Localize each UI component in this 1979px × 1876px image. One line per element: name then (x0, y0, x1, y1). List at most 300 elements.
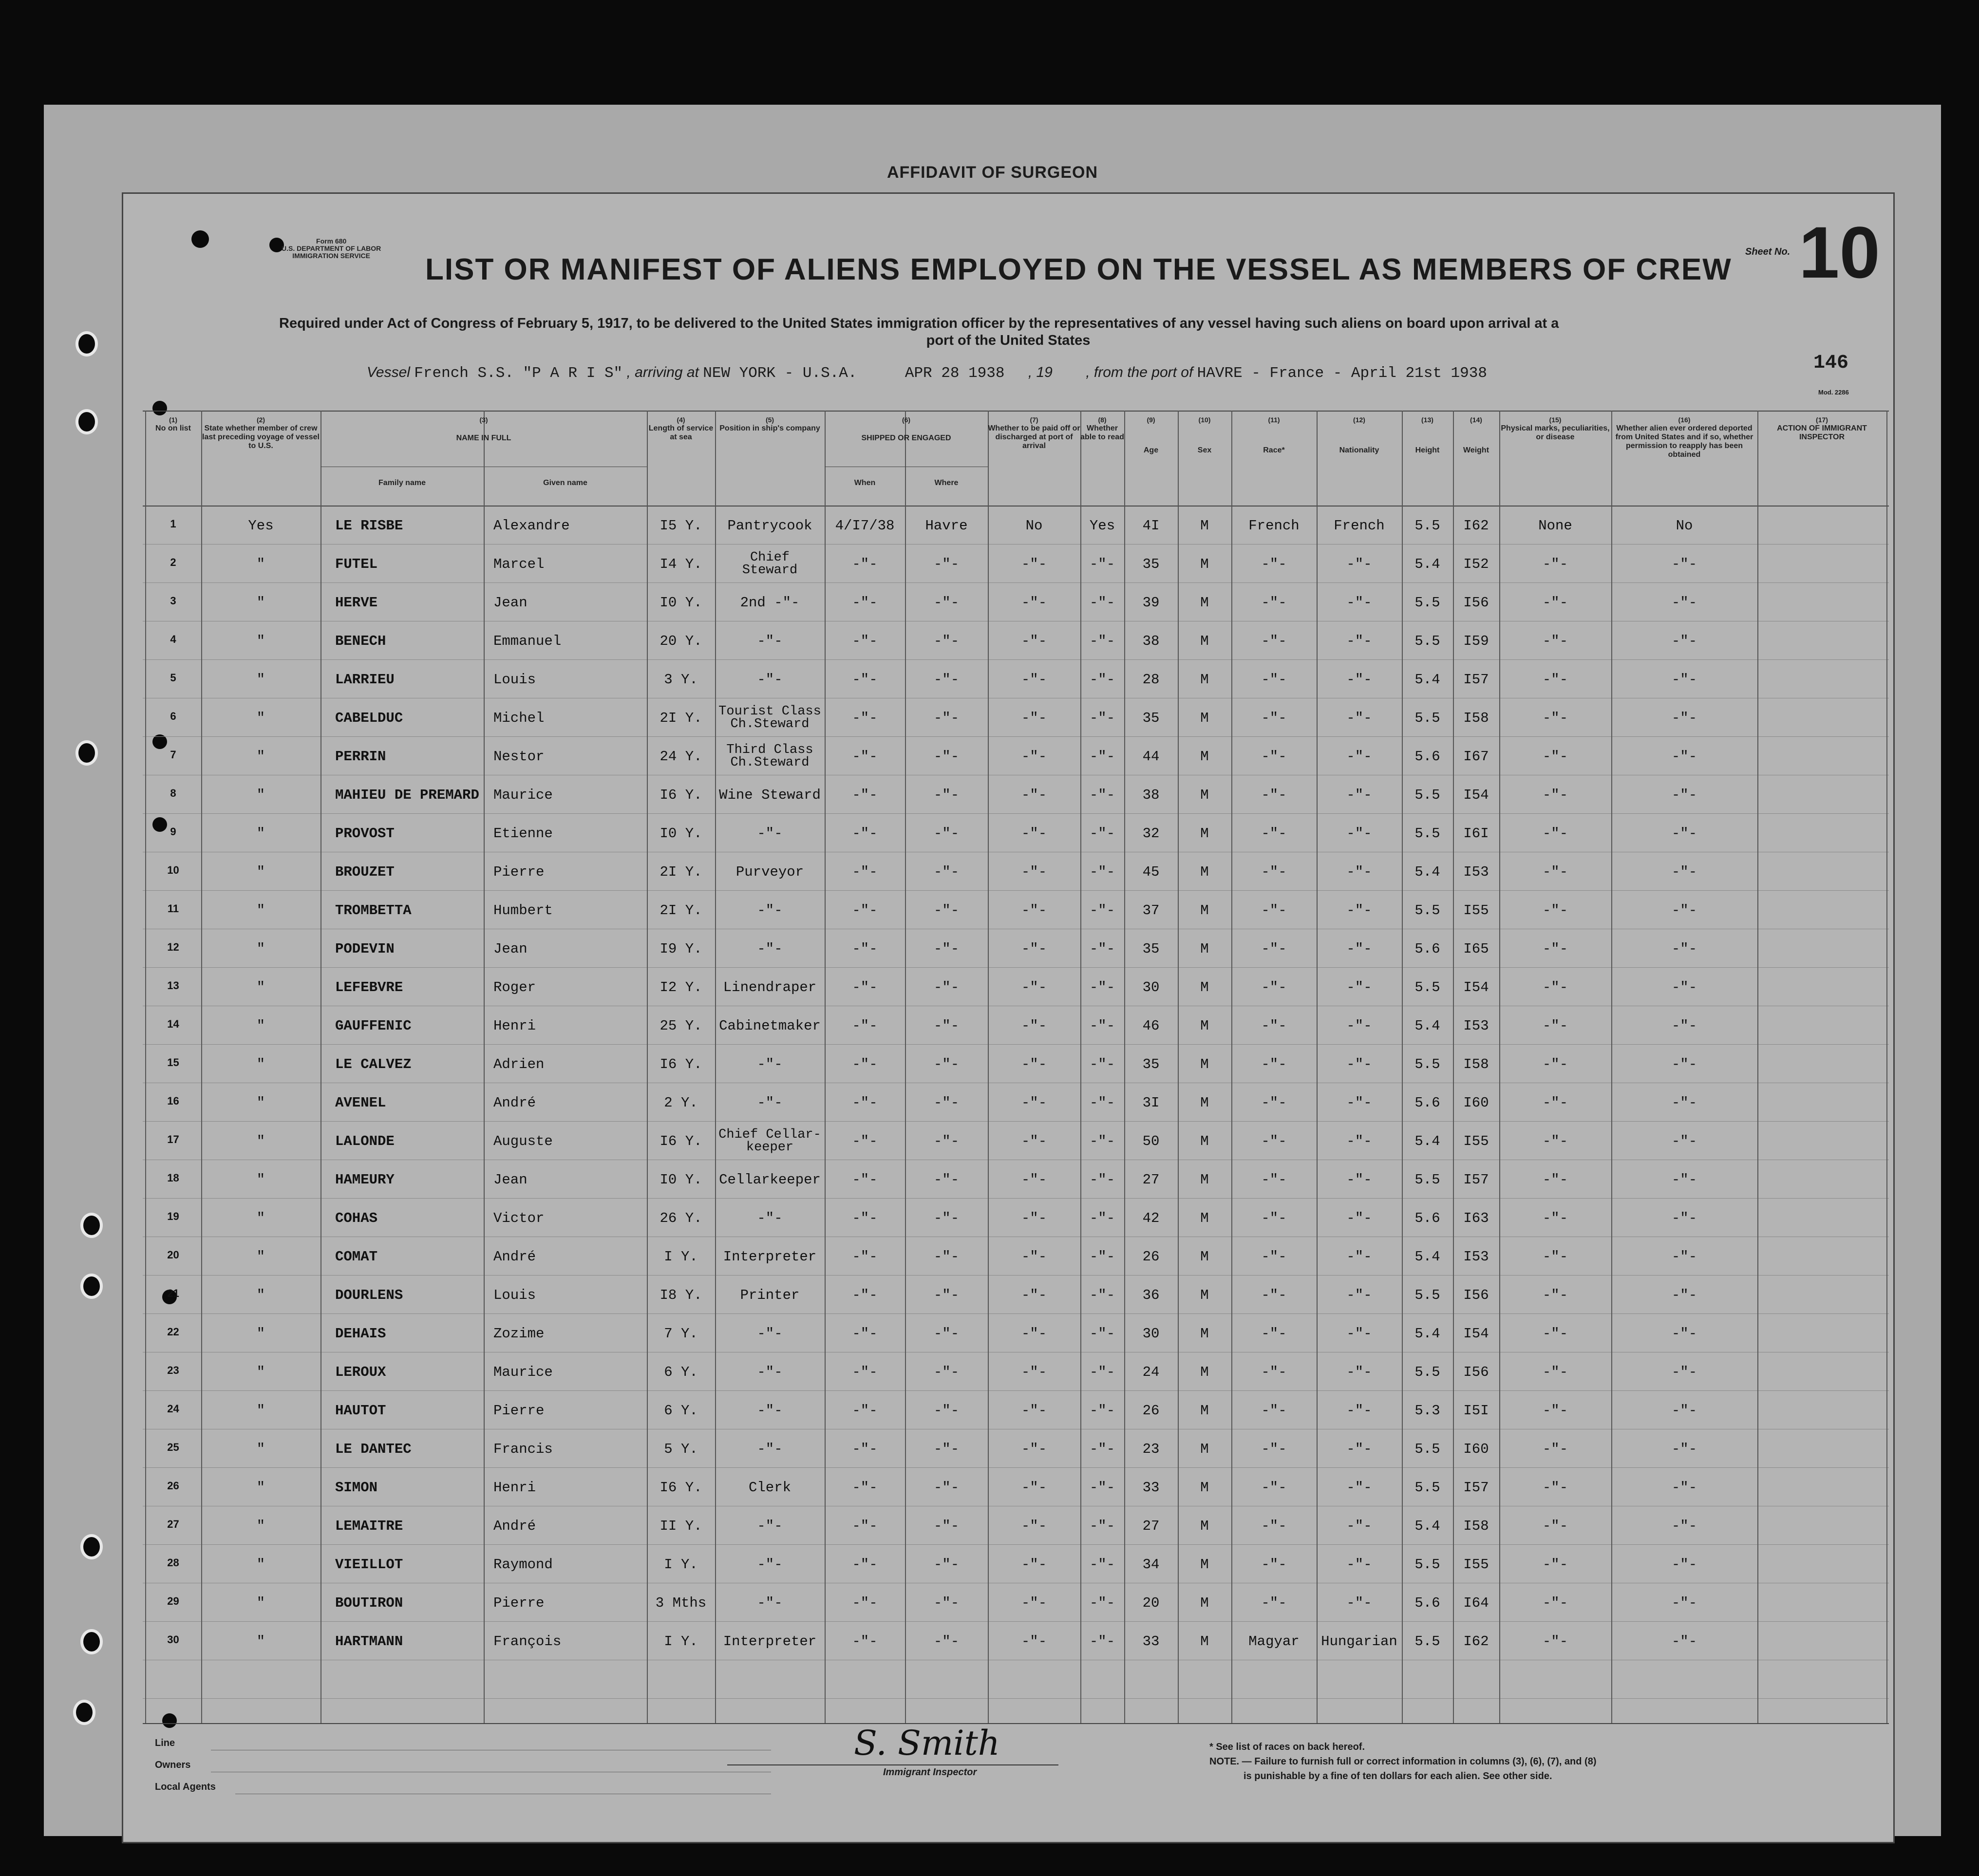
cell-height: 5.4 (1414, 1249, 1440, 1265)
cell-age: 37 (1142, 902, 1160, 919)
cell-prev: " (256, 1210, 265, 1226)
cell-deported: -"- (1671, 825, 1697, 842)
cell-given: André (493, 1095, 536, 1111)
row-rule (143, 1313, 1889, 1314)
cell-age: 28 (1142, 672, 1160, 688)
from-port-value: HAVRE - France - April 21st 1938 (1197, 365, 1487, 382)
header-c10 (1178, 415, 1231, 455)
cell-race: -"- (1261, 864, 1287, 880)
cell-nationality: -"- (1346, 633, 1372, 649)
cell-read: -"- (1089, 633, 1115, 649)
cell-family: AVENEL (335, 1095, 386, 1111)
cell-no: 26 (167, 1480, 179, 1492)
cell-when: -"- (852, 1095, 878, 1111)
row-rule (143, 890, 1889, 891)
cell-service: I6 Y. (660, 787, 702, 803)
cell-marks: -"- (1542, 1249, 1568, 1265)
cell-race: -"- (1261, 556, 1287, 572)
cell-when: -"- (852, 1172, 878, 1188)
cell-read: -"- (1089, 1364, 1115, 1380)
cell-where: -"- (933, 1018, 960, 1034)
cell-read: -"- (1089, 672, 1115, 688)
cell-when: -"- (852, 825, 878, 842)
cell-deported: -"- (1671, 1133, 1697, 1149)
cell-service: I0 Y. (660, 1172, 702, 1188)
cell-when: -"- (852, 979, 878, 995)
table-bottom-rule (143, 1723, 1889, 1724)
cell-marks: -"- (1542, 1518, 1568, 1534)
cell-where: -"- (933, 556, 960, 572)
column-label: Weight (1463, 446, 1489, 454)
cell-no: 30 (167, 1633, 179, 1646)
cell-prev: " (256, 595, 265, 611)
cell-no: 6 (170, 710, 176, 722)
row-rule (143, 1544, 1889, 1545)
column-label: No on list (155, 424, 191, 432)
department: U.S. DEPARTMENT OF LABOR (282, 244, 381, 252)
cell-service: I0 Y. (660, 825, 702, 842)
column-label: Height (1415, 446, 1440, 454)
cell-height: 5.6 (1414, 1210, 1440, 1226)
cell-sex: M (1200, 1095, 1209, 1111)
cell-prev: " (256, 1095, 265, 1111)
cell-race: -"- (1261, 633, 1287, 649)
local-agents-label: Local Agents (155, 1782, 216, 1792)
cell-no: 23 (167, 1364, 179, 1376)
cell-age: 36 (1142, 1287, 1160, 1303)
binder-ring-hole (75, 409, 98, 434)
cell-race: -"- (1261, 1518, 1287, 1534)
cell-family: LE CALVEZ (335, 1056, 412, 1072)
cell-race: -"- (1261, 1441, 1287, 1457)
cell-given: Maurice (493, 787, 553, 803)
cell-nationality: -"- (1346, 1518, 1372, 1534)
cell-deported: -"- (1671, 1364, 1697, 1380)
cell-paid: -"- (1021, 672, 1047, 688)
cell-race: -"- (1261, 1249, 1287, 1265)
table-top-rule (143, 411, 1889, 412)
cell-deported: -"- (1671, 1018, 1697, 1034)
cell-paid: -"- (1021, 1557, 1047, 1573)
cell-paid: -"- (1021, 1172, 1047, 1188)
cell-position: Cabinetmaker (719, 1018, 821, 1034)
cell-weight: I5I (1463, 1403, 1489, 1419)
cell-prev: " (256, 1518, 265, 1534)
cell-weight: I64 (1463, 1595, 1489, 1611)
cell-age: 34 (1142, 1557, 1160, 1573)
cell-when: -"- (852, 633, 878, 649)
cell-position: -"- (757, 941, 783, 957)
cell-sex: M (1200, 864, 1209, 880)
cell-where: -"- (933, 1633, 960, 1650)
cell-sex: M (1200, 1210, 1209, 1226)
cell-weight: I63 (1463, 1210, 1489, 1226)
cell-read: -"- (1089, 1249, 1115, 1265)
cell-family: GAUFFENIC (335, 1018, 412, 1034)
cell-marks: -"- (1542, 1056, 1568, 1072)
header-c9 (1124, 415, 1178, 455)
cell-read: Yes (1089, 518, 1115, 534)
cell-no: 4 (170, 633, 176, 645)
cell-prev: " (256, 941, 265, 957)
cell-marks: -"- (1542, 1441, 1568, 1457)
cell-service: I5 Y. (660, 518, 702, 534)
cell-deported: -"- (1671, 1480, 1697, 1496)
cell-where: -"- (933, 1095, 960, 1111)
cell-race: -"- (1261, 672, 1287, 688)
binder-ring-hole (80, 1213, 103, 1238)
cell-paid: -"- (1021, 1595, 1047, 1611)
header-c4 (647, 415, 715, 442)
cell-read: -"- (1089, 864, 1115, 880)
cell-deported: -"- (1671, 902, 1697, 919)
cell-where: -"- (933, 1326, 960, 1342)
cell-paid: -"- (1021, 1326, 1047, 1342)
cell-where: -"- (933, 1518, 960, 1534)
cell-position: -"- (757, 633, 783, 649)
cell-service: I Y. (664, 1633, 698, 1650)
cell-position: Cellarkeeper (719, 1172, 821, 1188)
cell-marks: -"- (1542, 1633, 1568, 1650)
cell-height: 5.5 (1414, 710, 1440, 726)
cell-prev: " (256, 1287, 265, 1303)
cell-service: 2I Y. (660, 710, 702, 726)
cell-age: 44 (1142, 749, 1160, 765)
cell-age: 33 (1142, 1633, 1160, 1650)
cell-age: 35 (1142, 1056, 1160, 1072)
cell-age: 42 (1142, 1210, 1160, 1226)
cell-marks: -"- (1542, 979, 1568, 995)
cell-given: Humbert (493, 902, 553, 919)
cell-service: 25 Y. (660, 1018, 702, 1034)
cell-when: -"- (852, 1480, 878, 1496)
cell-family: MAHIEU DE PREMARD (335, 787, 479, 803)
cell-no: 12 (167, 941, 179, 953)
cell-height: 5.4 (1414, 864, 1440, 880)
cell-family: HAMEURY (335, 1172, 395, 1188)
cell-weight: I65 (1463, 941, 1489, 957)
cell-weight: I53 (1463, 1018, 1489, 1034)
cell-nationality: French (1334, 518, 1385, 534)
penalty-note-end: is punishable by a fine of ten dollars for each alien. See other side. (1244, 1771, 1552, 1782)
cell-height: 5.5 (1414, 979, 1440, 995)
subheader-given: Given name (543, 479, 587, 487)
cell-marks: -"- (1542, 1480, 1568, 1496)
signature-rule (727, 1764, 1058, 1765)
cell-race: -"- (1261, 749, 1287, 765)
cell-paid: -"- (1021, 1210, 1047, 1226)
cell-paid: -"- (1021, 1018, 1047, 1034)
cell-prev: " (256, 1480, 265, 1496)
cell-prev: " (256, 979, 265, 995)
column-rule (320, 411, 321, 1723)
column-number: (1) (169, 416, 178, 424)
subheader-when: When (854, 479, 876, 487)
cell-given: André (493, 1249, 536, 1265)
cell-deported: -"- (1671, 1056, 1697, 1072)
cell-family: PERRIN (335, 749, 386, 765)
form-number: Form 680 (316, 237, 347, 245)
cell-no: 29 (167, 1595, 179, 1607)
affidavit-heading: AFFIDAVIT OF SURGEON (886, 163, 1098, 182)
cell-service: 6 Y. (664, 1364, 698, 1380)
cell-nationality: -"- (1346, 941, 1372, 957)
cell-nationality: -"- (1346, 1056, 1372, 1072)
column-number: (17) (1816, 416, 1828, 424)
column-label: SHIPPED OR ENGAGED (861, 434, 951, 442)
cell-age: 26 (1142, 1403, 1160, 1419)
cell-read: -"- (1089, 1403, 1115, 1419)
column-rule (1757, 411, 1758, 1723)
cell-race: French (1248, 518, 1300, 534)
cell-sex: M (1200, 1172, 1209, 1188)
cell-marks: -"- (1542, 595, 1568, 611)
cell-nationality: -"- (1346, 1364, 1372, 1380)
cell-service: 3 Y. (664, 672, 698, 688)
cell-nationality: -"- (1346, 787, 1372, 803)
cell-family: HARTMANN (335, 1633, 403, 1650)
cell-marks: -"- (1542, 556, 1568, 572)
cell-when: -"- (852, 1441, 878, 1457)
cell-service: I6 Y. (660, 1133, 702, 1149)
sheet-number: 10 (1799, 211, 1880, 293)
cell-given: Jean (493, 941, 528, 957)
cell-sex: M (1200, 1018, 1209, 1034)
required-text-end: port of the United States (926, 333, 1091, 348)
cell-position: Purveyor (735, 864, 804, 880)
cell-nationality: -"- (1346, 1557, 1372, 1573)
subheader-family: Family name (378, 479, 426, 487)
column-label: Nationality (1339, 446, 1379, 454)
cell-marks: -"- (1542, 672, 1568, 688)
cell-weight: I56 (1463, 1364, 1489, 1380)
cell-when: -"- (852, 1633, 878, 1650)
cell-marks: -"- (1542, 1095, 1568, 1111)
cell-given: Victor (493, 1210, 545, 1226)
cell-race: -"- (1261, 1287, 1287, 1303)
cell-service: 24 Y. (660, 749, 702, 765)
cell-marks: -"- (1542, 1364, 1568, 1380)
cell-prev: " (256, 864, 265, 880)
binder-ring-hole (80, 1629, 103, 1654)
column-number: (7) (1030, 416, 1038, 424)
cell-marks: -"- (1542, 710, 1568, 726)
cell-paid: -"- (1021, 1364, 1047, 1380)
column-label: Whether alien ever ordered deported from United States and if so, whether permission to reapply has been obtained (1615, 424, 1753, 459)
cell-family: SIMON (335, 1480, 378, 1496)
cell-nationality: -"- (1346, 1133, 1372, 1149)
cell-when: -"- (852, 1018, 878, 1034)
cell-given: Nestor (493, 749, 545, 765)
cell-when: -"- (852, 556, 878, 572)
cell-nationality: -"- (1346, 864, 1372, 880)
cell-race: -"- (1261, 1326, 1287, 1342)
cell-marks: -"- (1542, 787, 1568, 803)
cell-nationality: -"- (1346, 710, 1372, 726)
cell-nationality: -"- (1346, 556, 1372, 572)
cell-position: -"- (757, 1518, 783, 1534)
cell-service: 5 Y. (664, 1441, 698, 1457)
cell-no: 11 (167, 902, 179, 915)
cell-prev: " (256, 1557, 265, 1573)
cell-read: -"- (1089, 825, 1115, 842)
cell-read: -"- (1089, 1326, 1115, 1342)
cell-weight: I67 (1463, 749, 1489, 765)
header-c17 (1757, 415, 1886, 442)
arriving-value: NEW YORK - U.S.A. (703, 365, 857, 382)
cell-family: LEROUX (335, 1364, 386, 1380)
cell-family: TROMBETTA (335, 902, 412, 919)
cell-no: 2 (170, 556, 176, 568)
cell-nationality: -"- (1346, 902, 1372, 919)
arriving-label: , arriving at (626, 364, 699, 380)
cell-weight: I55 (1463, 1557, 1489, 1573)
column-label: Physical marks, peculiarities, or disease (1501, 424, 1610, 441)
row-rule (143, 813, 1889, 814)
cell-read: -"- (1089, 979, 1115, 995)
cell-prev: " (256, 1441, 265, 1457)
cell-service: 7 Y. (664, 1326, 698, 1342)
column-number: (8) (1098, 416, 1107, 424)
cell-race: -"- (1261, 1210, 1287, 1226)
cell-weight: I6I (1463, 825, 1489, 842)
cell-when: -"- (852, 710, 878, 726)
cell-no: 13 (167, 979, 179, 992)
cell-given: Auguste (493, 1133, 553, 1149)
cell-service: I6 Y. (660, 1480, 702, 1496)
cell-when: -"- (852, 1249, 878, 1265)
cell-deported: -"- (1671, 1287, 1697, 1303)
cell-position: Chief Cellar- keeper (718, 1127, 821, 1155)
cell-where: -"- (933, 1480, 960, 1496)
cell-race: -"- (1261, 1056, 1287, 1072)
cell-no: 20 (167, 1249, 179, 1261)
required-text: Required under Act of Congress of February 5, 1917, to be delivered to the United States immigration officer by the representatives of any vessel having such aliens on board upon arrival at a (279, 316, 1559, 331)
cell-sex: M (1200, 633, 1209, 649)
cell-no: 8 (170, 787, 176, 799)
cell-given: Etienne (493, 825, 553, 842)
cell-paid: -"- (1021, 1056, 1047, 1072)
vessel-label: Vessel (367, 364, 410, 380)
cell-given: Zozime (493, 1326, 545, 1342)
cell-family: BENECH (335, 633, 386, 649)
cell-prev: " (256, 1249, 265, 1265)
cell-where: -"- (933, 941, 960, 957)
cell-service: I2 Y. (660, 979, 702, 995)
cell-weight: I54 (1463, 1326, 1489, 1342)
mod-number: Mod. 2286 (1818, 389, 1849, 396)
cell-where: -"- (933, 902, 960, 919)
header-c11 (1231, 415, 1317, 455)
from-port-label: , from the port of (1086, 364, 1193, 380)
cell-service: I9 Y. (660, 941, 702, 957)
cell-prev: " (256, 1018, 265, 1034)
cell-nationality: -"- (1346, 1326, 1372, 1342)
header-c15 (1499, 415, 1611, 442)
cell-when: -"- (852, 672, 878, 688)
cell-service: 20 Y. (660, 633, 702, 649)
cell-where: -"- (933, 1364, 960, 1380)
cell-sex: M (1200, 556, 1209, 572)
row-rule (143, 1275, 1889, 1276)
cell-position: -"- (757, 1595, 783, 1611)
row-rule (143, 736, 1889, 737)
cell-where: -"- (933, 1172, 960, 1188)
cell-deported: -"- (1671, 749, 1697, 765)
cell-race: -"- (1261, 1480, 1287, 1496)
cell-position: 2nd -"- (740, 595, 800, 611)
column-number: (14) (1470, 416, 1482, 424)
cell-marks: None (1538, 518, 1572, 534)
cell-age: 4I (1142, 518, 1160, 534)
cell-service: I0 Y. (660, 595, 702, 611)
cell-race: Magyar (1248, 1633, 1300, 1650)
cell-race: -"- (1261, 1595, 1287, 1611)
cell-deported: -"- (1671, 787, 1697, 803)
cell-marks: -"- (1542, 1326, 1568, 1342)
cell-position: -"- (757, 1095, 783, 1111)
cell-service: 2 Y. (664, 1095, 698, 1111)
binder-ring-hole (75, 331, 98, 356)
cell-nationality: -"- (1346, 672, 1372, 688)
cell-paid: -"- (1021, 825, 1047, 842)
cell-height: 5.5 (1414, 1172, 1440, 1188)
row-rule (143, 1044, 1889, 1045)
cell-paid: -"- (1021, 979, 1047, 995)
cell-service: 3 Mths (655, 1595, 707, 1611)
vessel-value: French S.S. "P A R I S" (414, 365, 623, 382)
cell-position: Wine Steward (719, 787, 821, 803)
inspector-signature: S. Smith (854, 1723, 1000, 1763)
cell-height: 5.4 (1414, 1326, 1440, 1342)
cell-sex: M (1200, 710, 1209, 726)
stamp-number: 146 (1813, 352, 1849, 374)
cell-paid: -"- (1021, 1480, 1047, 1496)
cell-age: 35 (1142, 556, 1160, 572)
cell-family: LEFEBVRE (335, 979, 403, 995)
cell-nationality: -"- (1346, 1595, 1372, 1611)
cell-family: PROVOST (335, 825, 395, 842)
cell-no: 5 (170, 672, 176, 684)
cell-height: 5.6 (1414, 1595, 1440, 1611)
cell-family: LE RISBE (335, 518, 403, 534)
cell-weight: I53 (1463, 1249, 1489, 1265)
cell-read: -"- (1089, 1518, 1115, 1534)
cell-position: Tourist Class Ch.Steward (718, 704, 821, 732)
cell-race: -"- (1261, 1095, 1287, 1111)
column-number: (10) (1198, 416, 1211, 424)
signature-caption: Immigrant Inspector (883, 1767, 977, 1778)
cell-no: 21 (167, 1287, 179, 1299)
cell-deported: -"- (1671, 633, 1697, 649)
cell-given: André (493, 1518, 536, 1534)
cell-weight: I55 (1463, 1133, 1489, 1149)
cell-deported: -"- (1671, 595, 1697, 611)
row-rule (143, 659, 1889, 660)
cell-position: Interpreter (723, 1633, 817, 1650)
arrival-date-stamp: APR 28 1938 (905, 365, 1005, 382)
cell-deported: -"- (1671, 1595, 1697, 1611)
cell-given: Henri (493, 1480, 536, 1496)
cell-where: -"- (933, 595, 960, 611)
cell-read: -"- (1089, 710, 1115, 726)
cell-no: 1 (170, 518, 176, 530)
cell-deported: -"- (1671, 1518, 1697, 1534)
cell-nationality: -"- (1346, 595, 1372, 611)
cell-read: -"- (1089, 556, 1115, 572)
cell-given: Emmanuel (493, 633, 562, 649)
cell-read: -"- (1089, 787, 1115, 803)
